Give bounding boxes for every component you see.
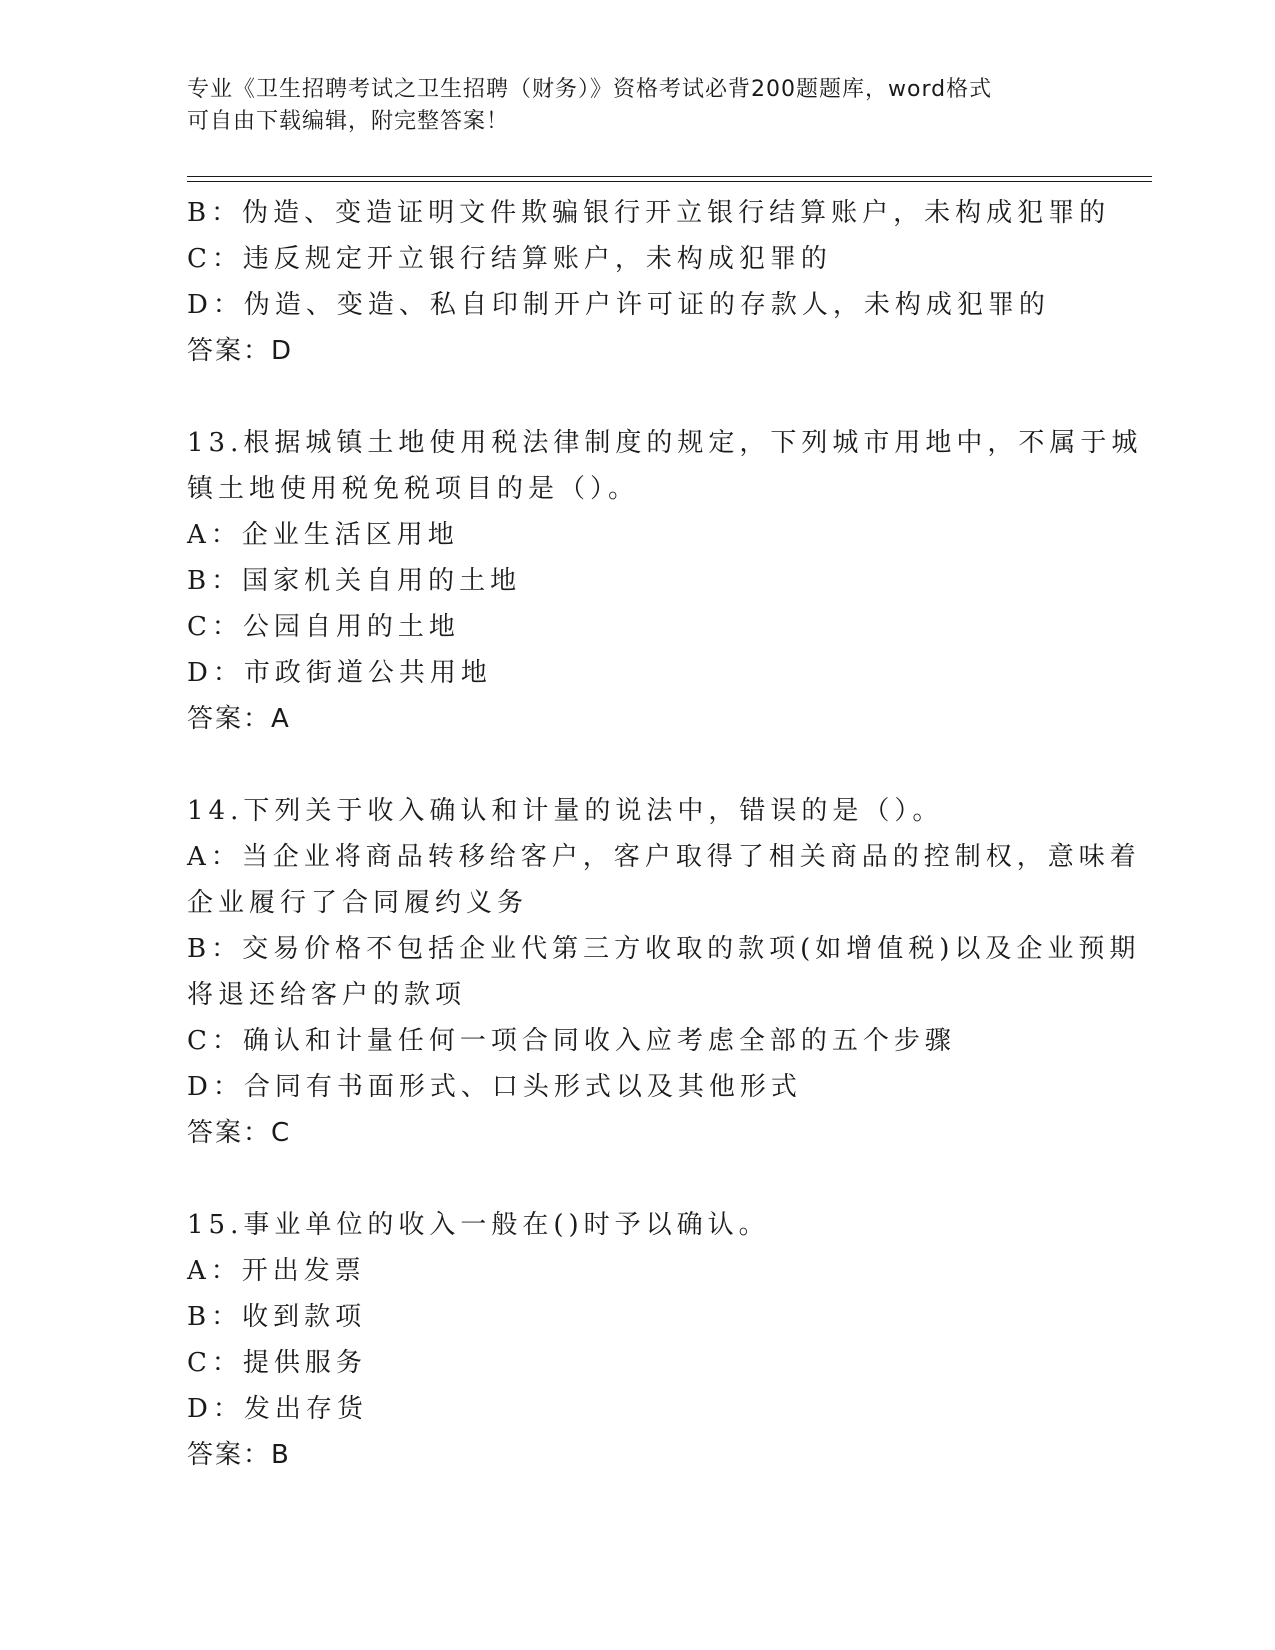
option-a: A：企业生活区用地 bbox=[187, 520, 459, 550]
option-c: C：提供服务 bbox=[187, 1348, 367, 1378]
question-list bbox=[187, 190, 1143, 1478]
option-a: A：当企业将商品转移给客户，客户取得了相关商品的控制权，意味着 bbox=[187, 842, 1141, 872]
answer-line: 答案：D bbox=[187, 336, 294, 366]
question-15 bbox=[187, 1202, 1087, 1478]
option-a-continued: 企业履行了合同履约义务 bbox=[187, 888, 529, 918]
option-b: B：交易价格不包括企业代第三方收取的款项(如增值税)以及企业预期 bbox=[187, 934, 1141, 964]
spacer bbox=[187, 742, 1087, 788]
header-title-line-2: 可自由下载编辑，附完整答案！ bbox=[187, 109, 510, 134]
option-b: B：伪造、变造证明文件欺骗银行开立银行结算账户，未构成犯罪的 bbox=[187, 198, 1111, 228]
option-c: C：公园自用的土地 bbox=[187, 612, 460, 642]
option-d: D：合同有书面形式、口头形式以及其他形式 bbox=[187, 1072, 802, 1102]
option-c: C：违反规定开立银行结算账户，未构成犯罪的 bbox=[187, 244, 832, 274]
header-title-line-1: 专业《卫生招聘考试之卫生招聘（财务）》资格考试必背200题题库，word格式 bbox=[187, 77, 993, 102]
header-divider-top bbox=[187, 176, 1152, 177]
spacer bbox=[187, 1156, 1087, 1202]
header-divider-bottom bbox=[187, 181, 1152, 182]
question-12-continued bbox=[187, 190, 1111, 374]
answer-line: 答案：A bbox=[187, 704, 291, 734]
option-d: D：发出存货 bbox=[187, 1394, 368, 1424]
option-b: B：国家机关自用的土地 bbox=[187, 566, 522, 596]
option-b-continued: 将退还给客户的款项 bbox=[187, 980, 467, 1010]
question-stem: 14.下列关于收入确认和计量的说法中，错误的是（）。 bbox=[187, 796, 944, 826]
answer-line: 答案：B bbox=[187, 1440, 291, 1470]
option-d: D：伪造、变造、私自印制开户许可证的存款人，未构成犯罪的 bbox=[187, 290, 1050, 320]
option-c: C：确认和计量任何一项合同收入应考虑全部的五个步骤 bbox=[187, 1026, 956, 1056]
option-b: B：收到款项 bbox=[187, 1302, 367, 1332]
question-stem-continued: 镇土地使用税免税项目的是（）。 bbox=[187, 474, 640, 504]
option-a: A：开出发票 bbox=[187, 1256, 366, 1286]
answer-line: 答案：C bbox=[187, 1118, 292, 1148]
document-header bbox=[187, 74, 1067, 138]
question-stem: 15.事业单位的收入一般在()时予以确认。 bbox=[187, 1210, 770, 1240]
question-stem: 13.根据城镇土地使用税法律制度的规定，下列城市用地中，不属于城 bbox=[187, 428, 1143, 458]
question-13 bbox=[187, 420, 1143, 742]
spacer bbox=[187, 374, 1087, 420]
option-d: D：市政街道公共用地 bbox=[187, 658, 492, 688]
question-14 bbox=[187, 788, 1141, 1156]
